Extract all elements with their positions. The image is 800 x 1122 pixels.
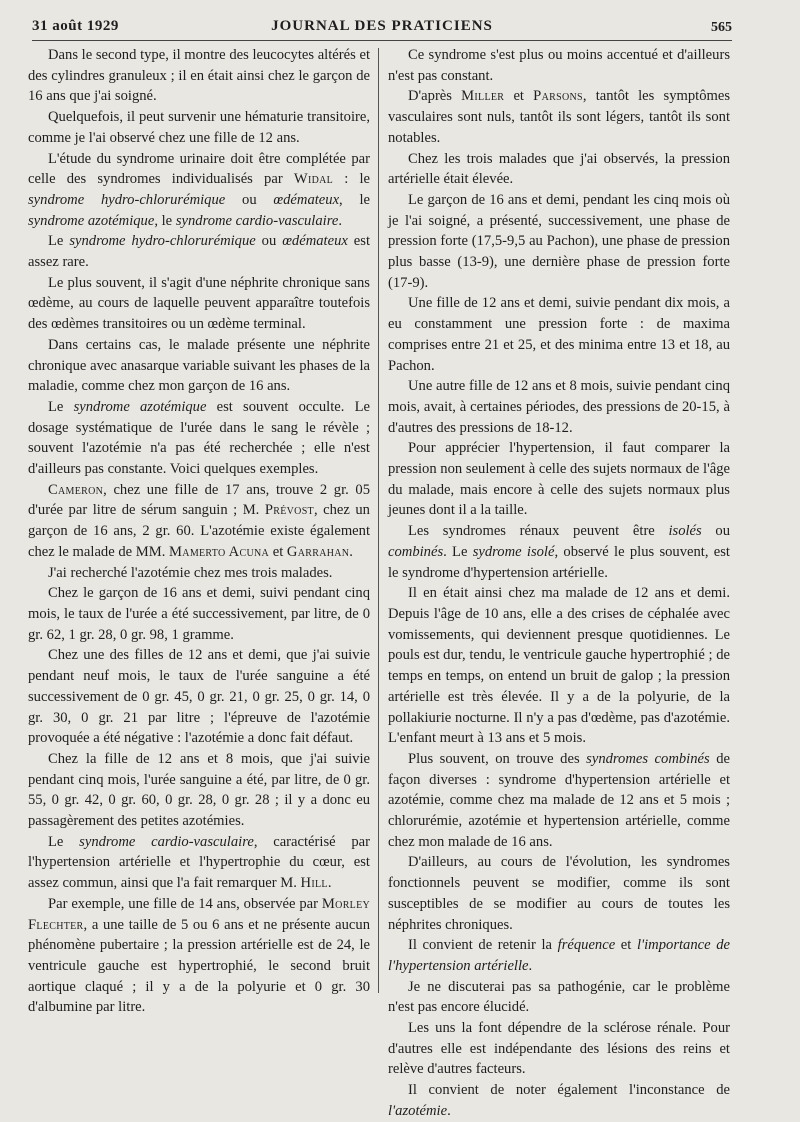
text-run: Pour apprécier l'hypertension, il faut comparer la pression non seulement à celle des sujets normaux de l'âge du malade, mais encore à celle des sujets normaux plus jeunes dont il a la taille. [388,440,730,519]
author-name: Miller [461,88,505,105]
paragraph [388,749,730,853]
paragraph [28,273,370,335]
text-run: Les syndromes rénaux peuvent être [408,523,669,540]
text-run: Par exemple, une fille de 14 ans, observée par [48,895,322,912]
author-name: Mamerto Acuna [169,543,270,560]
journal-title: JOURNAL DES PRATICIENS [271,18,493,34]
text-run: Chez les trois malades que j'ai observés, la pression artérielle était élevée. [388,150,730,188]
text-run: : le [333,171,370,188]
text-run: de façon diverses : syndrome d'hypertension artérielle et azotémie, comme chez ma malade de 12 ans et 5 mois ; chlorurémie, azotémie et hypertension artérielle, comme chez mon malade de 16 ans. [388,750,730,850]
text-run: , le [339,191,370,208]
italic-term: œdémateux [273,191,340,208]
text-run: D'ailleurs, au cours de l'évolution, les syndromes fonctionnels peuvent se modifier, comme ils sont susceptibles de se modifier au cours de toutes les néphrites chroniques. [388,854,730,933]
italic-term: sydrome isolé [472,543,555,560]
italic-term: syndrome hydro-chlorurémique [28,191,226,208]
text-run: . [528,957,533,974]
text-run: . [447,1102,451,1119]
text-run: D'après [408,88,462,105]
text-run: et [615,937,637,954]
text-run: Quelquefois, il peut survenir une hématurie transitoire, comme je l'ai observé chez une fille de 12 ans. [28,109,370,146]
paragraph [28,894,370,1018]
paragraph [28,397,370,480]
text-run: , chez une fille de 17 ans, trouve 2 gr. 05 d'urée par litre de sérum sanguin ; M. [28,481,370,519]
text-run: Dans le second type, il montre des leucocytes altérés et des cylindres granuleux ; il en était ainsi chez le garçon de 16 ans que j'ai soigné. [28,47,370,105]
text-run: , chez un garçon de 16 ans, 2 gr. 60. L'azotémie existe également chez le malade de MM. [28,502,370,560]
text-run: Les uns la font dépendre de la sclérose rénale. Pour d'autres elle est indépendante des lésions des reins et relève d'autres facteurs. [388,1020,730,1078]
author-name: Cameron [48,481,104,498]
text-run: Ce syndrome s'est plus ou moins accentué et d'ailleurs n'est pas constant. [388,47,730,84]
italic-term: l'importance de l'hypertension artérielle [388,937,730,974]
paragraph [388,190,730,294]
paragraph [388,521,730,583]
italic-term: œdémateux [282,233,348,250]
paragraph [28,107,370,148]
italic-term: syndrome azotémique [28,212,155,229]
paragraph [388,86,730,148]
paragraph [388,1018,730,1080]
author-name: Widal [293,171,334,188]
author-name: Hill [300,875,328,892]
paragraph [28,832,370,894]
text-run: , tantôt les symptômes vasculaires sont nuls, tantôt ils sont légers, tantôt ils sont notables. [388,88,730,146]
paragraph [28,563,370,584]
text-run: Il en était ainsi chez ma malade de 12 ans et demi. Depuis l'âge de 10 ans, elle a des crises de céphalée avec vomissements, qui deviennent presque quotidiennes. Le pouls est dur, tendu, le ventricule gauche hypertrophié ; de temps en temps, on entend un bruit de galop ; la pression artérielle est très élevée. Il y a de la polyurie, de la pollakiurie nocturne. Il n'y a pas d'œdème, pas d'azotémie. L'enfant meurt à 13 ans et 5 mois. [388,585,730,747]
paragraph [28,335,370,397]
italic-term: isolés [668,523,702,540]
paragraph [28,45,370,107]
text-run: Le garçon de 16 ans et demi, pendant les cinq mois où je l'ai soigné, a présenté, successivement, une phase de pression forte (17,5-9,5 au Pachon), une phase de pression plus basse (13-9), une dernière phase de pression forte (17-9). [388,191,730,291]
italic-term: syndrome azotémique [73,398,207,415]
text-run: Une autre fille de 12 ans et 8 mois, suivie pendant cinq mois, avait, à certaines périodes, des pressions de 20-15, à d'autres des pressions de 18-12. [388,378,730,436]
paragraph [28,583,370,645]
text-run: ou [701,523,730,540]
page-number: 565 [711,20,732,35]
paragraph [388,438,730,521]
text-run: et [269,543,287,560]
italic-term: combinés [388,543,444,560]
paragraph [28,231,370,272]
text-run: Le plus souvent, il s'agit d'une néphrite chronique sans œdème, au cours de laquelle peuvent apparaître toutefois des œdèmes transitoires ou un œdème terminal. [28,274,370,333]
text-run: Plus souvent, on trouve des [408,750,587,767]
text-run: L'étude du syndrome urinaire doit être complétée par celle des syndromes individualisés par [28,150,370,188]
text-run: . [338,212,342,229]
author-name: Parsons [533,88,583,105]
italic-term: syndrome cardio-vasculaire [79,833,254,850]
italic-term: syndrome cardio-vasculaire [175,212,339,229]
paragraph [388,1080,730,1121]
text-run: Chez la fille de 12 ans et 8 mois, que j'ai suivie pendant cinq mois, l'urée sanguine a été, par litre, de 0 gr. 55, 0 gr. 42, 0 gr. 60, 0 gr. 28, 0 gr. 28 ; il y a donc eu passagèrement des petites azotémies. [28,750,370,830]
text-run: Le [48,833,80,850]
text-run: . [349,543,353,560]
author-name: Morley Flechter [28,895,370,933]
text-run: , caractérisé par l'hypertension artérielle et l'hypertrophie du cœur, est assez commun, ainsi que l'a fait remarquer M. [28,833,370,892]
paragraph [388,376,730,438]
text-run: ou [255,233,283,250]
text-run: Il convient de noter également l'inconstance de [408,1082,730,1099]
paragraph [388,45,730,86]
italic-term: fréquence [557,937,616,954]
right-column [388,45,730,1122]
text-run: . [327,875,332,892]
text-run: est assez rare. [28,233,370,271]
text-run: Dans certains cas, le malade présente une néphrite chronique avec anasarque variable suivant les phases de la maladie, comme chez mon garçon de 16 ans. [28,336,370,395]
text-run: Le [48,233,70,250]
issue-date: 31 août 1929 [32,18,119,34]
column-divider [378,48,379,993]
paragraph [388,977,730,1018]
text-run: , le [154,212,176,229]
italic-term: syndromes combinés [586,750,710,767]
text-run: Le [48,398,74,415]
italic-term: l'azotémie [388,1102,448,1119]
text-run: , a une taille de 5 ou 6 ans et ne présente aucun phénomène pubertaire ; la pression artérielle est de 24, le ventricule gauche est hypertrophié, le second bruit aortique claqué ; il y a de la polyurie et 0 gr. 30 d'albumine par litre. [28,916,370,1016]
paragraph [388,852,730,935]
paragraph [28,480,370,563]
text-run: est souvent occulte. Le dosage systématique de l'urée dans le sang le révèle ; souvent l'azotémie n'a pas été recherchée ; elle n'est d'ailleurs pas constante. Voici quelques exemples. [28,398,370,478]
paragraph [28,149,370,232]
text-run: Je ne discuterai pas sa pathogénie, car le problème n'est pas encore élucidé. [388,978,730,1016]
text-run: et [504,88,534,105]
paragraph [388,293,730,376]
italic-term: syndrome hydro-chlorurémique [69,233,256,250]
page-header [32,14,732,41]
text-run: Chez le garçon de 16 ans et demi, suivi pendant cinq mois, le taux de l'urée a été successivement, par litre, de 0 gr. 62, 1 gr. 28, 0 gr. 98, 1 gramme. [28,585,370,643]
text-run: . Le [443,543,473,560]
author-name: Prévost [264,502,314,519]
text-run: Il convient de retenir la [408,937,558,954]
text-run: Une fille de 12 ans et demi, suivie pendant dix mois, a eu constamment une pression forte : de maxima comprises entre 21 et 25, et des minima entre 13 et 18, au Pachon. [388,295,730,374]
author-name: Garrahan [286,543,350,560]
text-run: Chez une des filles de 12 ans et demi, que j'ai suivie pendant neuf mois, le taux de l'urée sanguine a été successivement de 0 gr. 45, 0 gr. 21, 0 gr. 25, 0 gr. 14, 0 gr. 30, 0 gr. 21 par litre ; l'épreuve de l'azotémie provoquée a été négative : l'azotémie a donc fait défaut. [28,647,370,747]
text-run: , observé le plus souvent, est le syndrome d'hypertension artérielle. [388,543,730,581]
paragraph [388,149,730,190]
text-run: J'ai recherché l'azotémie chez mes trois malades. [48,564,333,581]
paragraph [28,645,370,749]
text-run: ou [225,191,274,208]
paragraph [388,935,730,976]
paragraph [388,583,730,749]
left-column [28,45,370,1018]
paragraph [28,749,370,832]
